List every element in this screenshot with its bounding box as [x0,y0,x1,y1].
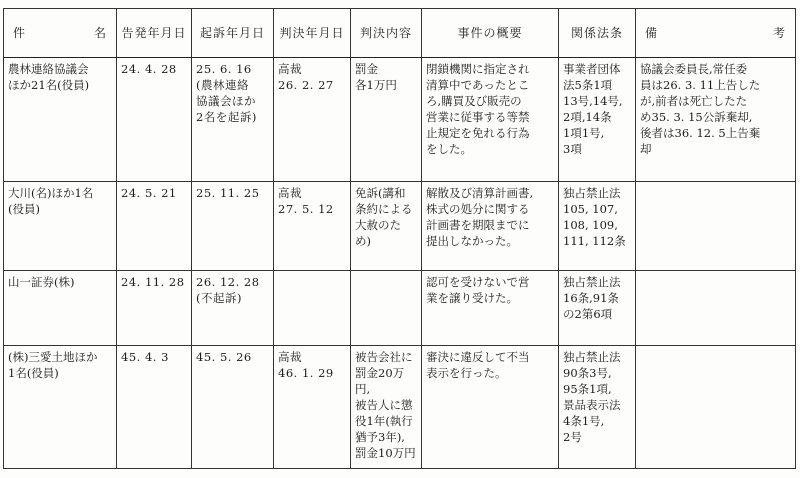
header-indict-date: 起訴年月日 [192,9,274,58]
cell-judgment-content: 免訴(講和 条約による 大赦のた め) [351,182,422,271]
cell-charge-date: 45. 4. 3 [117,346,192,469]
cell-judgment-date [274,271,351,346]
header-judgment-date: 判決年月日 [274,9,351,58]
cell-related-law: 事業者団体 法5条1項 13号,14号, 2項,14条 1項1号, 3項 [559,58,636,182]
cell-case-summary: 解散及び清算計画書, 株式の処分に関する 計画書を期限までに 提出しなかった。 [422,182,559,271]
cell-judgment-date: 高裁 46. 1. 29 [274,346,351,469]
table-row [4,58,796,182]
cell-judgment-content: 被告会社に 罰金20万円, 被告人に懲 役1年(執行 猶予3年), 罰金10万円 [351,346,422,469]
cell-notes [636,271,796,346]
header-case-summary: 事件の概要 [422,9,559,58]
cell-notes [636,346,796,469]
header-charge-date: 告発年月日 [117,9,192,58]
cell-indict-date: 45. 5. 26 [192,346,274,469]
cell-judgment-date: 高裁 26. 2. 27 [274,58,351,182]
cell-case-summary: 審決に違反して不当 表示を行った。 [422,346,559,469]
cell-case-name: 大川(名)ほか1名 (役員) [4,182,117,271]
table-row [4,346,796,469]
header-case-name-left: 件 [13,26,27,40]
cell-indict-date: 26. 12. 28 (不起訴) [192,271,274,346]
cell-charge-date: 24. 5. 21 [117,182,192,271]
header-notes-left: 備 [645,26,659,40]
indictment-cases-table [3,8,796,469]
cell-notes: 協議会委員長,常任委 員は26. 3. 11上告した が,前者は死亡したた め35. 3. 15公訴棄却, 後者は36. 12. 5上告棄 却 [636,58,796,182]
table-row [4,182,796,271]
header-notes [636,9,796,58]
cell-case-name: 山一証券(株) [4,271,117,346]
header-related-law: 関係法条 [559,9,636,58]
cell-indict-date: 25. 6. 16 (農林連絡 協議会ほか 2名を起訴) [192,58,274,182]
cell-related-law: 独占禁止法 16条,91条 の2第6項 [559,271,636,346]
table-row [4,271,796,346]
cell-indict-date: 25. 11. 25 [192,182,274,271]
header-case-name-right: 名 [93,26,107,40]
header-notes-right: 考 [772,26,786,40]
cell-judgment-content [351,271,422,346]
header-case-name [4,9,117,58]
cell-case-name: 農林連絡協議会 ほか21名(役員) [4,58,117,182]
cell-case-summary: 閉鎖機関に指定され 清算中であったとこ ろ,購買及び販売の 営業に従事する等禁 止規定を免れる行為 をした。 [422,58,559,182]
cell-related-law: 独占禁止法 105, 107, 108, 109, 111, 112条 [559,182,636,271]
table-header-row [4,9,796,58]
cell-charge-date: 24. 11. 28 [117,271,192,346]
cell-case-summary: 認可を受けないで営 業を譲り受けた。 [422,271,559,346]
cell-charge-date: 24. 4. 28 [117,58,192,182]
header-judgment-content: 判決内容 [351,9,422,58]
cell-related-law: 独占禁止法 90条3号, 95条1項, 景品表示法 4条1号, 2号 [559,346,636,469]
cell-case-name: (株)三愛土地ほか 1名(役員) [4,346,117,469]
cell-notes [636,182,796,271]
cell-judgment-content: 罰金 各1万円 [351,58,422,182]
cell-judgment-date: 高裁 27. 5. 12 [274,182,351,271]
